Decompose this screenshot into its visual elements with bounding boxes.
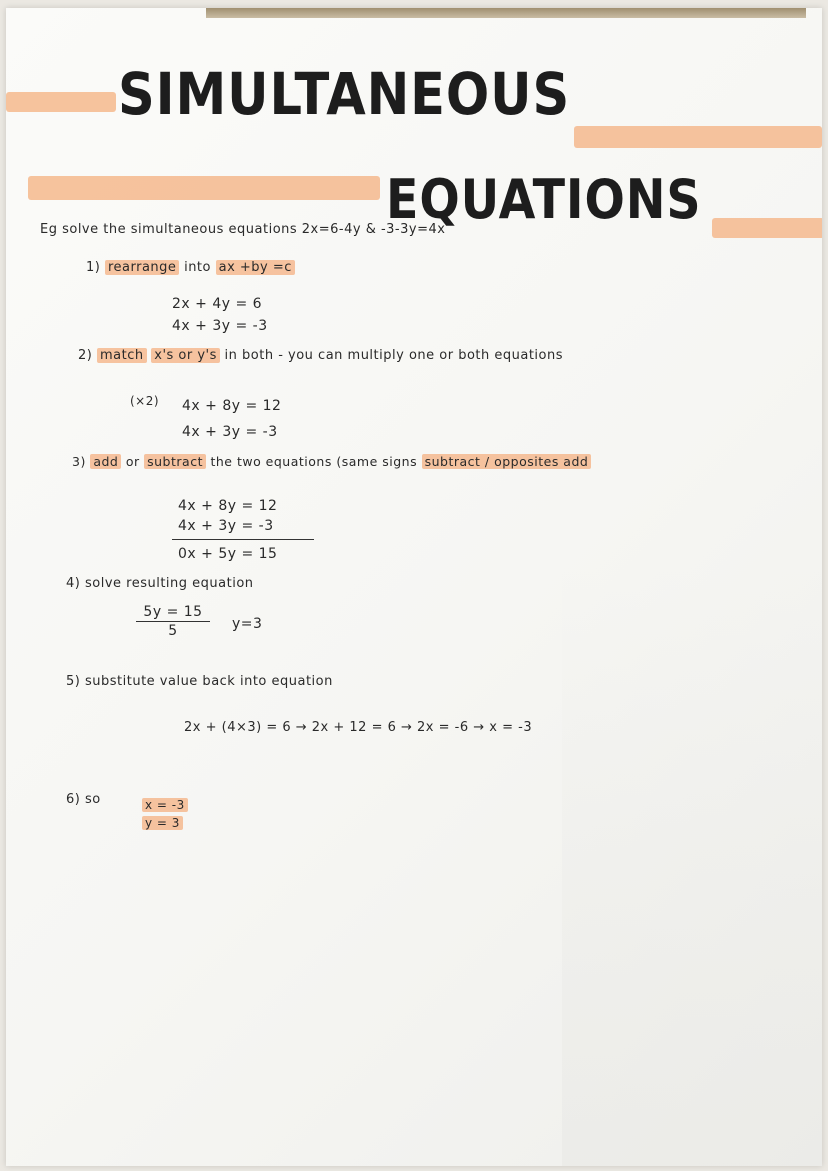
step-6-text: so	[84, 792, 101, 807]
step-4-heading	[66, 576, 254, 591]
step-5-heading	[66, 674, 333, 689]
step-3-note: (same signs	[336, 454, 418, 469]
step-4-equation: 5y = 15	[143, 604, 203, 620]
equations-highlight-left	[28, 176, 380, 200]
step-2-highlight: x's or y's	[151, 348, 220, 363]
fraction-bar	[136, 621, 210, 622]
step-4-divisor: 5	[168, 623, 178, 639]
step-6-x-answer	[142, 798, 188, 812]
step-6-number: 6)	[66, 792, 81, 807]
step-5-working: 2x + (4×3) = 6 → 2x + 12 = 6 → 2x = -6 → x = -3	[184, 720, 533, 735]
step-1-label: rearrange	[105, 260, 179, 275]
example-intro: Eg solve the simultaneous equations 2x=6-4y & -3-3y=4x	[40, 222, 446, 237]
title-line-1: SIMULTANEOUS	[118, 60, 571, 128]
equations-highlight-right	[712, 218, 822, 238]
title-line-2: EQUATIONS	[386, 168, 702, 231]
step-1-heading	[86, 260, 295, 275]
step-1-equation-2: 4x + 3y = -3	[172, 318, 268, 334]
y-answer-highlight: y = 3	[142, 816, 183, 830]
paper-shadow	[562, 568, 822, 1166]
x-answer-highlight: x = -3	[142, 798, 188, 812]
step-4-answer: y=3	[232, 616, 263, 632]
step-5-number: 5)	[66, 674, 81, 689]
step-5-text: substitute value back into equation	[84, 674, 333, 689]
step-1-text: into	[184, 260, 211, 275]
step-2-equation-2: 4x + 3y = -3	[182, 424, 278, 440]
desk-edge	[206, 8, 806, 18]
step-3-highlight-rule: subtract / opposites add	[422, 454, 592, 469]
step-2-text: in both - you can multiply one or both equations	[224, 348, 564, 363]
step-3-heading	[72, 454, 591, 469]
step-3-result: 0x + 5y = 15	[178, 546, 278, 562]
step-2-label: match	[97, 348, 147, 363]
step-2-number: 2)	[78, 348, 93, 363]
step-6-y-answer	[142, 816, 183, 830]
step-2-multiplier: (×2)	[130, 394, 160, 408]
notebook-page	[6, 8, 822, 1166]
step-3-text: the two equations	[210, 454, 332, 469]
step-6-heading	[66, 792, 101, 807]
step-3-sum-line	[172, 539, 314, 540]
step-3-label: add	[90, 454, 121, 469]
step-3-highlight-subtract: subtract	[144, 454, 206, 469]
step-1-equation-1: 2x + 4y = 6	[172, 296, 263, 312]
step-4-fraction	[136, 604, 210, 639]
title-highlight-left	[6, 92, 116, 112]
step-1-number: 1)	[86, 260, 101, 275]
step-3-equation-1: 4x + 8y = 12	[178, 498, 278, 514]
step-4-number: 4)	[66, 576, 81, 591]
step-3-or: or	[125, 454, 140, 469]
step-3-equation-2: 4x + 3y = -3	[178, 518, 274, 534]
step-2-heading	[78, 348, 563, 363]
step-1-highlight: ax +by =c	[216, 260, 295, 275]
step-3-number: 3)	[72, 454, 86, 469]
step-4-text: solve resulting equation	[84, 576, 254, 591]
title-highlight-right	[574, 126, 822, 148]
step-2-equation-1: 4x + 8y = 12	[182, 398, 282, 414]
